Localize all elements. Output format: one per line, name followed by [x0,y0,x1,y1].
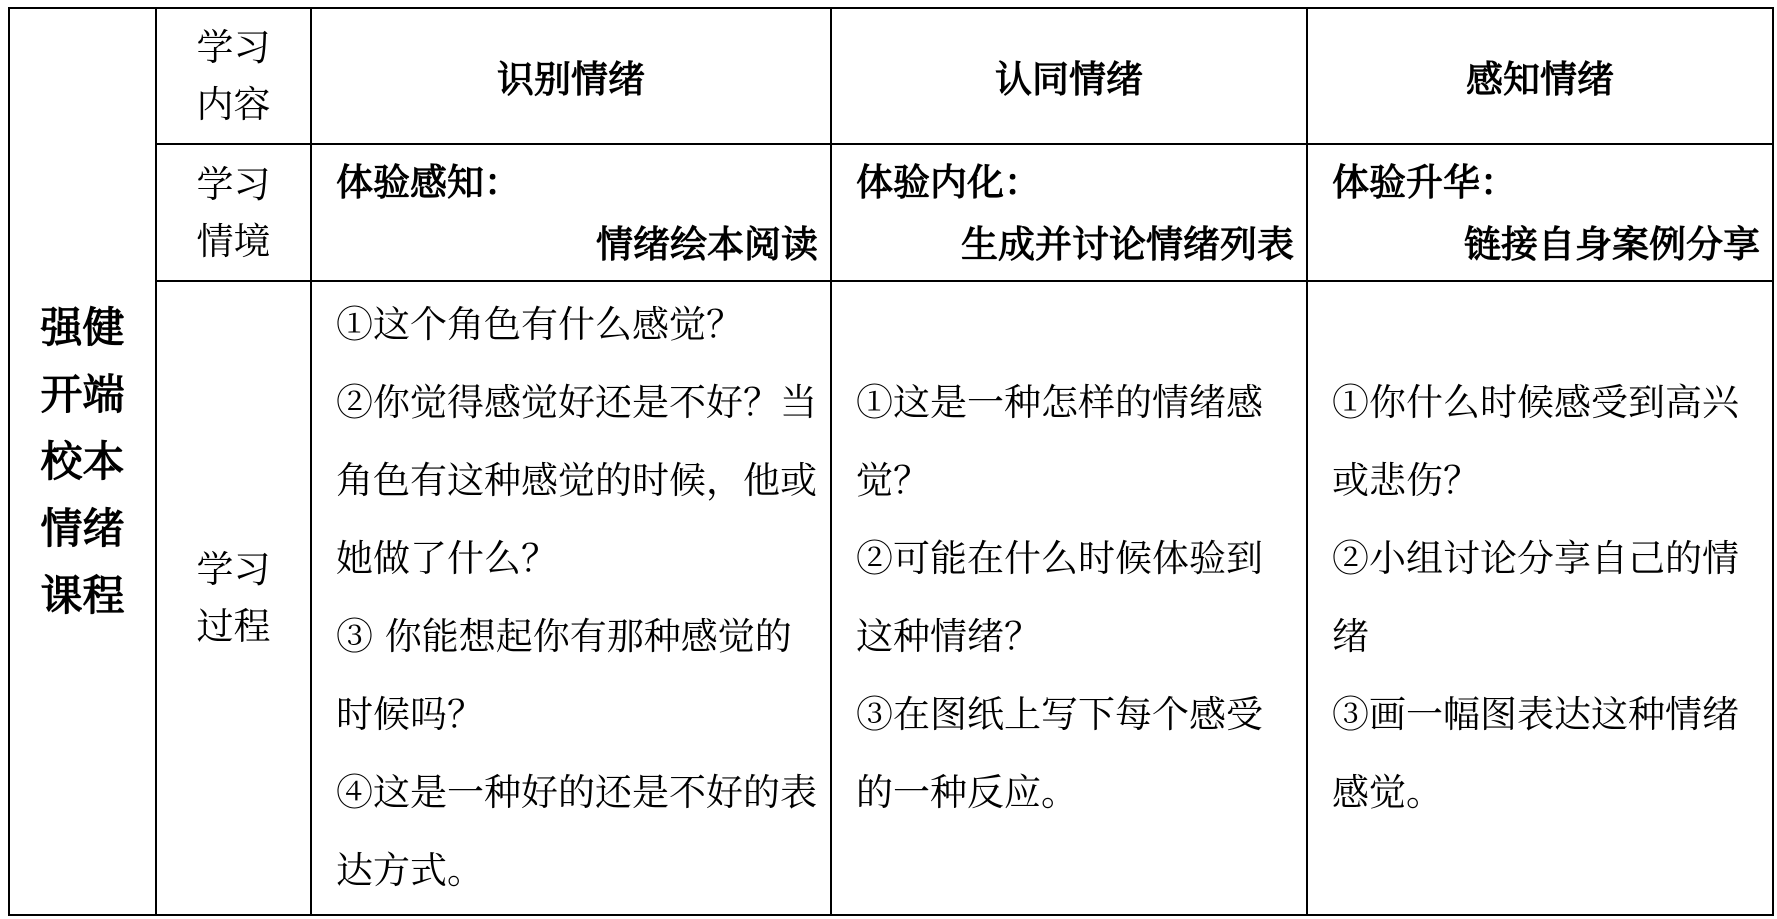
course-title-line: 校本 [40,437,125,486]
row-label-content [156,8,311,144]
row-label-line: 内容 [196,83,271,126]
process-question: ①这是一种怎样的情绪感觉？ [856,381,1263,502]
course-title [9,8,156,915]
row-label-situation [156,144,311,281]
situation-row [9,144,1773,281]
process-cell [1307,281,1773,915]
situation-cell [311,144,831,281]
course-title-line: 强健 [40,303,125,352]
course-table [8,7,1774,916]
row-label-line: 过程 [196,605,271,648]
process-question: ③画一幅图表达这种情绪感觉。 [1332,693,1739,814]
process-cell [831,281,1307,915]
situation-body: 生成并讨论情绪列表 [961,221,1294,266]
content-row [9,8,1773,144]
situation-cell [1307,144,1773,281]
situation-body: 链接自身案例分享 [1464,221,1760,266]
situation-head: 体验感知： [336,159,521,204]
row-label-line: 学习 [196,26,271,69]
course-title-line: 课程 [40,571,125,620]
process-question: ③ 你能想起你有那种感觉的时候吗？ [336,615,792,736]
process-question: ②可能在什么时候体验到这种情绪？ [856,537,1263,658]
process-row [9,281,1773,915]
column-heading: 认同情绪 [831,8,1307,144]
situation-head: 体验内化： [856,159,1041,204]
process-question: ③在图纸上写下每个感受的一种反应。 [856,693,1263,814]
situation-cell [831,144,1307,281]
course-title-line: 开端 [40,370,125,419]
column-heading: 识别情绪 [311,8,831,144]
row-label-line: 学习 [196,548,271,591]
situation-body: 情绪绘本阅读 [596,221,818,266]
process-question: ④这是一种好的还是不好的表达方式。 [336,771,817,892]
process-question: ①你什么时候感受到高兴或悲伤？ [1332,381,1739,502]
process-cell [311,281,831,915]
row-label-process [156,281,311,915]
process-question: ②你觉得感觉好还是不好？当角色有这种感觉的时候，他或她做了什么？ [336,381,817,580]
situation-head: 体验升华： [1332,159,1517,204]
course-title-line: 情绪 [40,504,125,553]
process-question: ②小组讨论分享自己的情绪 [1332,537,1739,658]
row-label-line: 学习 [196,162,271,206]
process-question: ①这个角色有什么感觉？ [336,303,743,346]
row-label-line: 情境 [196,219,271,263]
column-heading: 感知情绪 [1307,8,1773,144]
